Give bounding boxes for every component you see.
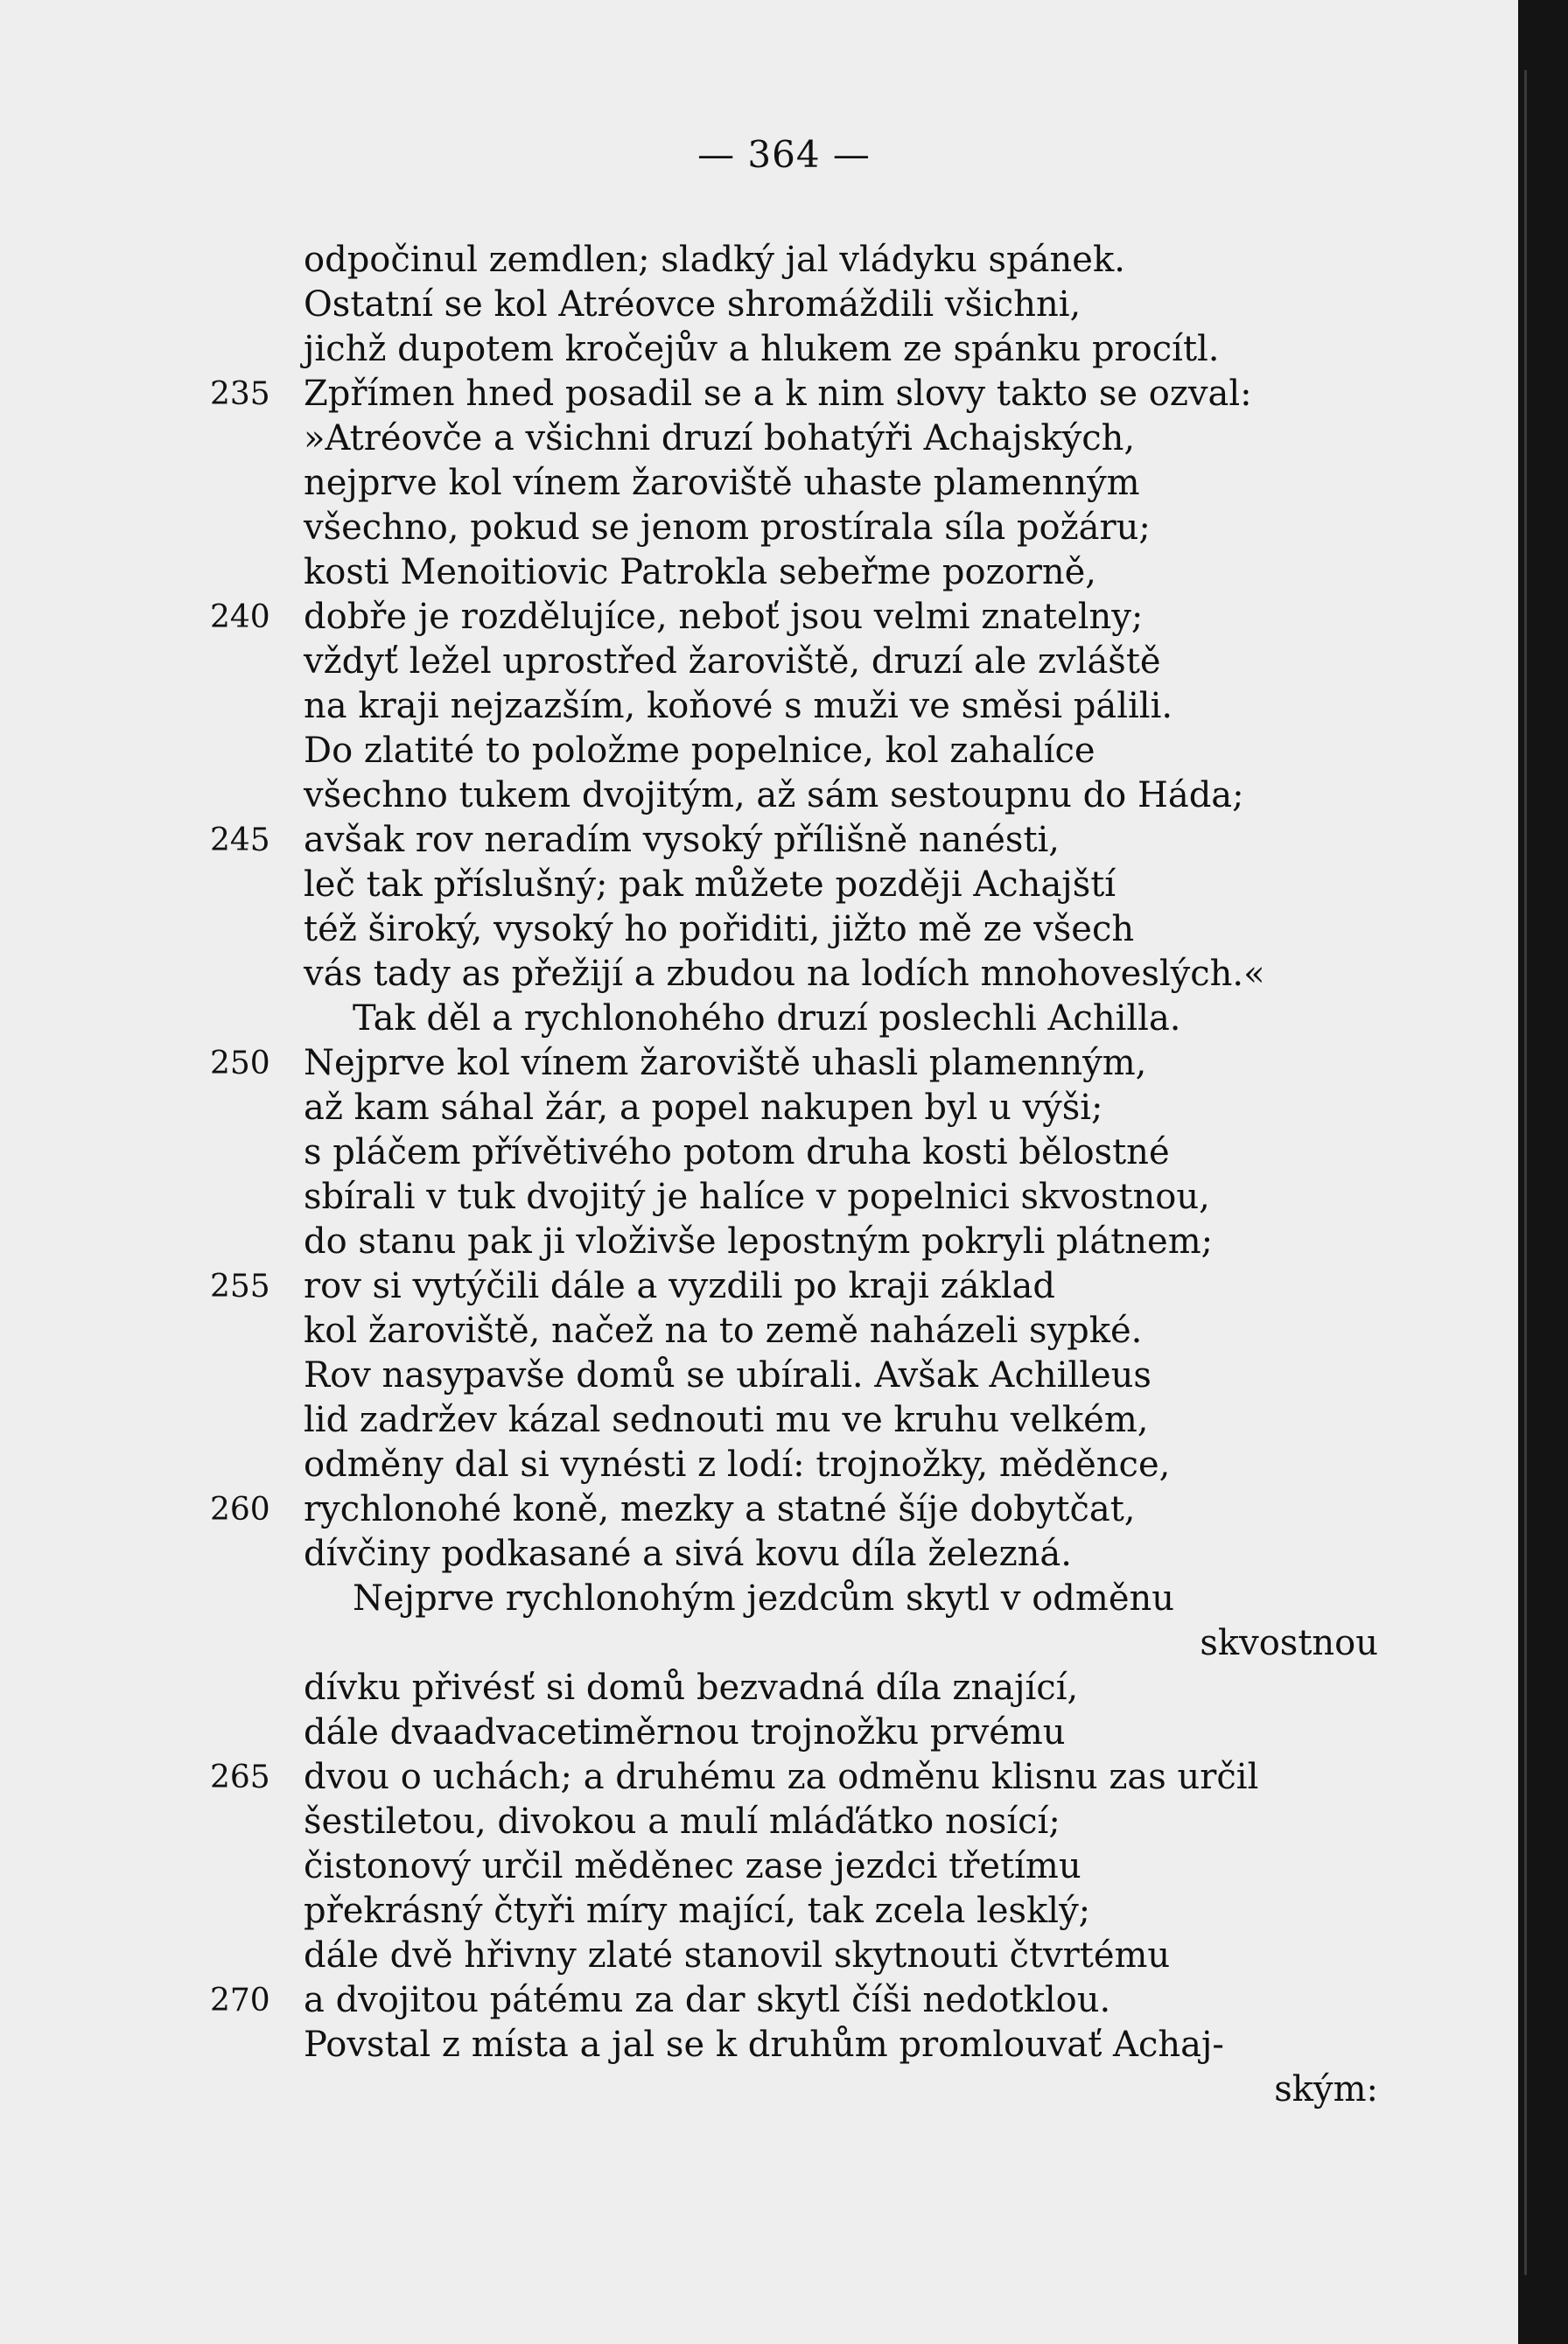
verse-line — [0, 2023, 1518, 2068]
line-text: nejprve kol vínem žaroviště uhaste plamenným — [304, 463, 1140, 503]
line-text: s pláčem přívětivého potom druha kosti bělostné — [304, 1132, 1170, 1172]
line-text: kol žaroviště, načež na to země naházeli sypké. — [304, 1311, 1143, 1351]
verse-line — [0, 283, 1518, 327]
line-text: ským: — [1274, 2069, 1378, 2110]
verse-line — [0, 1220, 1518, 1264]
line-text: lid zadržev kázal sednouti mu ve kruhu velkém, — [304, 1400, 1149, 1440]
line-text: dobře je rozdělujíce, neboť jsou velmi znatelny; — [304, 597, 1144, 637]
line-text: avšak rov neradím vysoký přílišně nanésti, — [304, 820, 1060, 860]
verse-line — [0, 729, 1518, 773]
verse-line — [0, 1711, 1518, 1755]
verse-line — [0, 1264, 1518, 1309]
page-number: — 364 — — [697, 133, 871, 176]
line-text: dívčiny podkasané a sivá kovu díla železná. — [304, 1534, 1072, 1574]
line-number: 255 — [210, 1269, 270, 1305]
verse-line — [0, 1844, 1518, 1889]
line-text: sbírali v tuk dvojitý je halíce v popelnici skvostnou, — [304, 1177, 1210, 1217]
line-text: odpočinul zemdlen; sladký jal vládyku spánek. — [304, 240, 1125, 280]
line-text: rov si vytýčili dále a vyzdili po kraji základ — [304, 1266, 1056, 1306]
verse-line — [0, 997, 1518, 1041]
line-text: »Atréovče a všichni druzí bohatýři Achajských, — [304, 418, 1136, 458]
line-text: překrásný čtyři míry mající, tak zcela lesklý; — [304, 1891, 1091, 1931]
line-number: 235 — [210, 376, 270, 412]
verse-line — [0, 863, 1518, 907]
line-number: 260 — [210, 1492, 270, 1528]
page-edge-line — [1524, 70, 1527, 2275]
line-text: Nejprve rychlonohým jezdcům skytl v odměnu — [353, 1578, 1175, 1619]
line-number: 265 — [210, 1760, 270, 1795]
verse-line — [0, 952, 1518, 997]
verse-line — [0, 2068, 1518, 2112]
line-text: vás tady as přežijí a zbudou na lodích mnohoveslých.« — [304, 954, 1265, 994]
verse-line — [0, 1621, 1518, 1666]
line-text: Rov nasypavše domů se ubírali. Avšak Achilleus — [304, 1355, 1152, 1396]
verse-line — [0, 1755, 1518, 1800]
line-number: 250 — [210, 1046, 270, 1081]
verse-line — [0, 1577, 1518, 1621]
line-text: rychlonohé koně, mezky a statné šíje dobytčat, — [304, 1489, 1136, 1529]
line-text: dívku přivésť si domů bezvadná díla znající, — [304, 1668, 1079, 1708]
verse-line — [0, 818, 1518, 863]
line-text: odměny dal si vynésti z lodí: trojnožky, měděnce, — [304, 1445, 1171, 1485]
verse-line — [0, 1532, 1518, 1577]
line-number: 240 — [210, 599, 270, 635]
verse-line — [0, 416, 1518, 461]
verse-line — [0, 1130, 1518, 1175]
verse-line — [0, 550, 1518, 595]
line-text: všechno, pokud se jenom prostírala síla požáru; — [304, 507, 1151, 548]
verse-line — [0, 506, 1518, 550]
verse-line — [0, 1934, 1518, 1978]
line-text: Tak děl a rychlonohého druzí poslechli Achilla. — [353, 998, 1181, 1039]
line-text: Nejprve kol vínem žaroviště uhasli plamenným, — [304, 1043, 1147, 1083]
verse-line — [0, 1398, 1518, 1443]
verse-line — [0, 684, 1518, 729]
verse-line — [0, 1309, 1518, 1354]
verse-line — [0, 773, 1518, 818]
line-text: též široký, vysoký ho pořiditi, jižto mě ze všech — [304, 909, 1135, 949]
verse-line — [0, 1800, 1518, 1844]
line-text: leč tak příslušný; pak můžete později Achajští — [304, 864, 1116, 905]
line-text: Ostatní se kol Atréovce shromáždili všichni, — [304, 284, 1082, 325]
verse-text — [0, 238, 1518, 2112]
verse-line — [0, 1443, 1518, 1487]
line-number: 245 — [210, 822, 270, 858]
line-text: šestiletou, divokou a mulí mláďátko nosící; — [304, 1802, 1060, 1842]
line-text: jichž dupotem kročejův a hlukem ze spánku procítl. — [304, 329, 1220, 369]
verse-line — [0, 1666, 1518, 1711]
line-text: a dvojitou pátému za dar skytl číši nedotklou. — [304, 1980, 1111, 2020]
line-text: až kam sáhal žár, a popel nakupen byl u výši; — [304, 1088, 1103, 1128]
verse-line — [0, 1978, 1518, 2023]
line-text: Do zlatité to položme popelnice, kol zahalíce — [304, 731, 1096, 771]
line-text: dále dvě hřivny zlaté stanovil skytnouti čtvrtému — [304, 1935, 1171, 1976]
line-text: všechno tukem dvojitým, až sám sestoupnu do Háda; — [304, 775, 1244, 815]
line-text: dále dvaadvacetiměrnou trojnožku prvému — [304, 1712, 1066, 1753]
line-text: na kraji nejzazším, koňové s muži ve směsi pálili. — [304, 686, 1173, 726]
verse-line — [0, 640, 1518, 684]
verse-line — [0, 461, 1518, 506]
verse-line — [0, 595, 1518, 640]
line-text: čistonový určil měděnec zase jezdci třetímu — [304, 1846, 1082, 1886]
verse-line — [0, 1175, 1518, 1220]
verse-line — [0, 1487, 1518, 1532]
line-text: Povstal z místa a jal se k druhům promlouvať Achaj- — [304, 2025, 1224, 2065]
verse-line — [0, 1086, 1518, 1130]
line-text: vždyť ležel uprostřed žaroviště, druzí ale zvláště — [304, 641, 1161, 682]
verse-line — [0, 372, 1518, 416]
verse-line — [0, 907, 1518, 952]
line-text: Zpřímen hned posadil se a k nim slovy takto se ozval: — [304, 374, 1252, 414]
line-text: skvostnou — [1200, 1623, 1378, 1663]
line-text: dvou o uchách; a druhému za odměnu klisnu zas určil — [304, 1757, 1259, 1797]
verse-line — [0, 1354, 1518, 1398]
verse-line — [0, 1889, 1518, 1934]
verse-line — [0, 238, 1518, 283]
line-text: kosti Menoitiovic Patrokla sebeřme pozorně, — [304, 552, 1097, 592]
line-number: 270 — [210, 1983, 270, 2019]
line-text: do stanu pak ji vloživše lepostným pokryli plátnem; — [304, 1221, 1214, 1262]
verse-line — [0, 327, 1518, 372]
verse-line — [0, 1041, 1518, 1086]
